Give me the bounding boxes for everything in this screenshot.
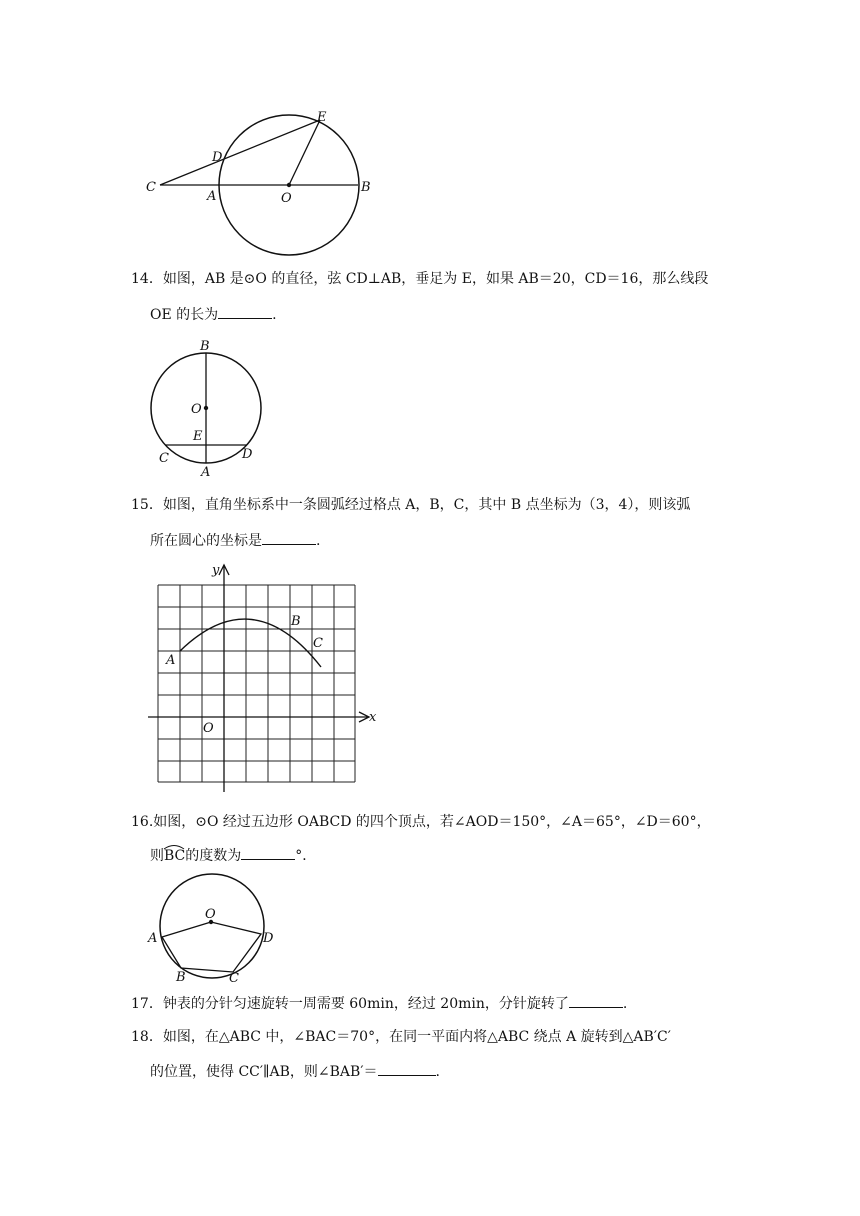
q14-number: 14． bbox=[131, 271, 163, 287]
q15-text1: 如图，直角坐标系中一条圆弧经过格点 A，B，C，其中 B 点坐标为（3，4），则该弧 bbox=[162, 497, 691, 513]
q16-line2 bbox=[150, 845, 316, 866]
line-oe bbox=[289, 120, 320, 185]
label-x: x bbox=[369, 710, 377, 725]
label-o: O bbox=[281, 191, 292, 206]
q17-tail: . bbox=[622, 996, 628, 1012]
q18-number: 18． bbox=[131, 1029, 163, 1045]
figure-q15 bbox=[145, 560, 380, 800]
label-b: B bbox=[361, 180, 371, 195]
q14-text1: 如图，AB 是⊙O 的直径，弦 CD⊥AB，垂足为 E，如果 AB＝20，CD＝16，那么线段 bbox=[162, 271, 709, 287]
label-e: E bbox=[317, 110, 327, 125]
q16-text2-pre: 则 bbox=[150, 848, 164, 864]
q16-arc-bc bbox=[164, 846, 185, 866]
q15-tail: . bbox=[316, 533, 321, 549]
arc-mark bbox=[163, 844, 185, 850]
label-o: O bbox=[205, 907, 216, 922]
q16-answer-blank[interactable] bbox=[241, 845, 295, 860]
q15-number: 15． bbox=[131, 497, 163, 513]
q15-answer-blank[interactable] bbox=[262, 530, 316, 545]
q16-number: 16. bbox=[131, 814, 154, 830]
q15-text2: 所在圆心的坐标是 bbox=[150, 533, 262, 549]
label-e: E bbox=[193, 429, 203, 444]
figure-q16 bbox=[145, 870, 285, 985]
label-b: B bbox=[200, 339, 210, 354]
q18-line2 bbox=[150, 1061, 440, 1082]
q16-tail: °． bbox=[295, 848, 317, 864]
q16-text1: 如图，⊙O 经过五边形 OABCD 的四个顶点，若∠AOD＝150°，∠A＝65°，∠D＝60°， bbox=[153, 814, 711, 830]
q18-text2: 的位置，使得 CC′∥AB，则∠BAB′＝ bbox=[150, 1064, 378, 1080]
circle-q16 bbox=[160, 874, 264, 978]
label-a: A bbox=[166, 653, 176, 668]
q14-tail: . bbox=[272, 307, 277, 323]
q14-text2: OE 的长为 bbox=[150, 307, 219, 323]
label-d: D bbox=[242, 447, 253, 462]
point-o bbox=[287, 183, 291, 187]
q18-tail: . bbox=[435, 1064, 440, 1080]
label-d: D bbox=[263, 931, 274, 946]
label-y: y bbox=[212, 563, 220, 578]
label-a: A bbox=[201, 465, 211, 480]
q18-text1: 如图，在△ABC 中，∠BAC＝70°，在同一平面内将△ABC 绕点 A 旋转到△AB′C′ bbox=[162, 1029, 671, 1045]
label-o: O bbox=[191, 402, 202, 417]
label-a: A bbox=[148, 931, 158, 946]
q17-number: 17． bbox=[131, 996, 163, 1012]
label-c: C bbox=[159, 451, 169, 466]
label-c: C bbox=[229, 971, 239, 985]
q17-text1: 钟表的分针匀速旋转一周需要 60min，经过 20min，分针旋转了 bbox=[162, 996, 569, 1012]
q16-text2-mid: 的度数为 bbox=[185, 848, 242, 864]
q14-line2 bbox=[150, 304, 277, 325]
label-b: B bbox=[176, 970, 186, 985]
q16-line1 bbox=[131, 812, 711, 832]
line-ce bbox=[160, 120, 320, 185]
q15-line1 bbox=[131, 495, 690, 515]
point-o bbox=[204, 406, 208, 410]
label-c: C bbox=[313, 636, 323, 651]
label-a: A bbox=[207, 189, 217, 204]
figure-q14 bbox=[145, 338, 270, 480]
grid bbox=[158, 585, 355, 782]
q18-answer-blank[interactable] bbox=[378, 1061, 436, 1076]
figure-q13 bbox=[140, 105, 380, 260]
q17-line1 bbox=[131, 993, 627, 1014]
q14-answer-blank[interactable] bbox=[218, 304, 272, 319]
label-b: B bbox=[291, 614, 301, 629]
q14-line1 bbox=[131, 269, 708, 289]
label-c: C bbox=[146, 180, 156, 195]
q15-line2 bbox=[150, 530, 320, 551]
q16-arc-label: BC bbox=[164, 848, 186, 864]
label-d: D bbox=[212, 150, 223, 165]
q18-line1 bbox=[131, 1027, 671, 1047]
q17-answer-blank[interactable] bbox=[569, 993, 623, 1008]
label-o: O bbox=[203, 721, 214, 736]
